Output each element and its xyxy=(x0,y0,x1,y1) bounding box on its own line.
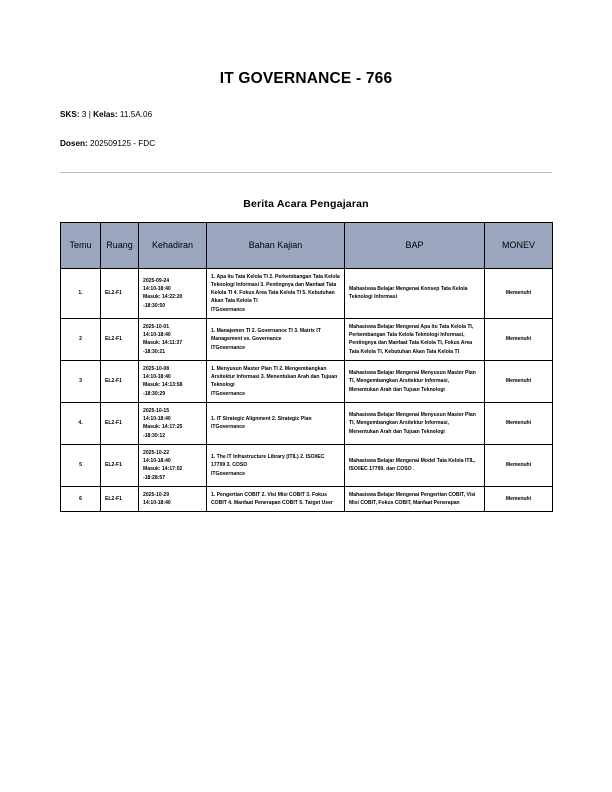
cell-ruang: EL2-F1 xyxy=(101,486,139,512)
table-header-row xyxy=(61,222,553,268)
bahan-kajian-text: 1. Manajemen TI 2. Governance TI 3. Matrix IT Management vs. Governance xyxy=(211,328,321,343)
cell-temu: 4. xyxy=(61,402,101,444)
table-row xyxy=(61,360,553,402)
table-row xyxy=(61,444,553,486)
bahan-kajian-text: 1. Menyusun Master Plan TI 2. Mengembangkan Arsitektur Informasi 3. Menentukan Arah dan Tujuan Teknologi xyxy=(211,365,338,389)
sks-value: 3 xyxy=(81,110,87,119)
kehadiran-keluar: -18:30:50 xyxy=(143,302,166,309)
teaching-log-table xyxy=(60,222,553,513)
sks-label: SKS: xyxy=(60,110,80,119)
cell-bahan-kajian xyxy=(207,268,345,318)
cell-ruang: EL2-F1 xyxy=(101,444,139,486)
cell-bap: Mahasiswa Belajar Mengenai Menyusun Master Plan TI, Mengembangkan Arsitektur Informasi, Menentukan Arah dan Tujuan Teknologi xyxy=(345,360,485,402)
kehadiran-date: 2025-10-08 xyxy=(143,365,170,372)
kehadiran-masuk: Masuk: 14:11:37 xyxy=(143,340,183,347)
section-title: Berita Acara Pengajaran xyxy=(243,197,369,210)
bahan-kajian-subject: ITGovernance xyxy=(211,390,245,397)
kehadiran-time: 14:10-18:40 xyxy=(143,332,171,339)
column-header-monev: MONEV xyxy=(485,222,553,268)
kehadiran-date: 2025-10-15 xyxy=(143,407,170,414)
course-meta-sks-kelas xyxy=(60,110,552,120)
cell-kehadiran xyxy=(139,486,207,512)
cell-bahan-kajian xyxy=(207,486,345,512)
cell-bap: Mahasiswa Belajar Mengenai Konsep Tata Kelola Teknologi Informasi xyxy=(345,268,485,318)
kehadiran-time: 14:10-18:40 xyxy=(143,286,171,293)
column-header-ruang: Ruang xyxy=(101,222,139,268)
kehadiran-date: 2025-10-01 xyxy=(143,323,170,330)
bahan-kajian-text: 1. IT Strategic Alignment 2. Strategic Plan xyxy=(211,416,312,423)
course-meta-dosen xyxy=(60,139,552,149)
cell-kehadiran xyxy=(139,360,207,402)
kehadiran-time: 14:10-18:40 xyxy=(143,416,171,423)
meta-separator: | xyxy=(88,110,91,119)
cell-monev: Memenuhi xyxy=(485,402,553,444)
header-divider xyxy=(60,172,552,173)
kehadiran-masuk: Masuk: 14:17:02 xyxy=(143,466,183,473)
column-header-temu: Temu xyxy=(61,222,101,268)
cell-monev: Memenuhi xyxy=(485,318,553,360)
bahan-kajian-text: 1. Pengertian COBIT 2. Visi Misi COBIT 3. Fokus COBIT 4. Manfaat Penerapan COBIT 5. Target User xyxy=(211,491,333,507)
kelas-label: Kelas: xyxy=(93,110,118,119)
kehadiran-masuk: Masuk: 14:22:20 xyxy=(143,294,183,301)
cell-ruang: EL2-F1 xyxy=(101,268,139,318)
kehadiran-time: 14:10-18:40 xyxy=(143,500,171,507)
cell-bahan-kajian xyxy=(207,318,345,360)
column-header-kehadiran: Kehadiran xyxy=(139,222,207,268)
dosen-label: Dosen: xyxy=(60,138,88,148)
cell-monev: Memenuhi xyxy=(485,268,553,318)
cell-temu: 1. xyxy=(61,268,101,318)
cell-monev: Memenuhi xyxy=(485,360,553,402)
kehadiran-date: 2025-10-22 xyxy=(143,449,170,456)
kehadiran-keluar: -18:30:12 xyxy=(143,432,166,439)
bahan-kajian-text: 1. Apa itu Tata Kelola TI 2. Perkembangan Tata Kelola Teknologi Informasi 3. Pentingnya dan Manfaat Tata Kelola TI 4. Fokus Area Tata Kelola TI 5. Kebutuhan Akan Tata Kelola TI xyxy=(211,273,340,305)
column-header-bahan-kajian: Bahan Kajian xyxy=(207,222,345,268)
cell-kehadiran xyxy=(139,318,207,360)
table-row xyxy=(61,486,553,512)
table-row xyxy=(61,402,553,444)
kehadiran-keluar: -18:30:29 xyxy=(143,390,166,397)
cell-bap: Mahasiswa Belajar Mengenai Menyusun Master Plan TI, Mengembangkan Arsitektur Informasi, Menentukan Arah dan Tujuan Teknologi xyxy=(345,402,485,444)
cell-bahan-kajian xyxy=(207,444,345,486)
cell-monev: Memenuhi xyxy=(485,486,553,512)
column-header-bap: BAP xyxy=(345,222,485,268)
kehadiran-date: 2025-10-29 xyxy=(143,491,170,498)
cell-monev: Memenuhi xyxy=(485,444,553,486)
cell-bahan-kajian xyxy=(207,360,345,402)
kelas-value: 11.5A.06 xyxy=(119,110,153,119)
cell-bap: Mahasiswa Belajar Mengenai Apa itu Tata Kelola TI, Perkembangan Tata Kelola Teknologi Informasi, Pentingnya dan Manfaat Tata Kelola TI, Fokus Area Tata Kelola TI, Kebutuhan Akan Tata Kelola TI xyxy=(345,318,485,360)
cell-temu: 6 xyxy=(61,486,101,512)
page-title: IT GOVERNANCE - 766 xyxy=(219,70,393,87)
cell-temu: 2 xyxy=(61,318,101,360)
dosen-value: 202509125 - FDC xyxy=(90,138,156,148)
cell-bahan-kajian xyxy=(207,402,345,444)
kehadiran-masuk: Masuk: 14:13:58 xyxy=(143,382,183,389)
cell-temu: 5 xyxy=(61,444,101,486)
cell-kehadiran xyxy=(139,268,207,318)
kehadiran-masuk: Masuk: 14:17:25 xyxy=(143,424,183,431)
bahan-kajian-subject: ITGovernance xyxy=(211,344,245,351)
kehadiran-keluar: -18:28:57 xyxy=(143,474,166,481)
table-body xyxy=(61,268,553,512)
cell-kehadiran xyxy=(139,444,207,486)
kehadiran-date: 2025-09-24 xyxy=(143,277,170,284)
cell-bap: Mahasiswa Belajar Mengenai Pengertian COBIT, Visi Misi COBIT, Fokus COBIT, Manfaat Penerapan xyxy=(345,486,485,512)
kehadiran-time: 14:10-18:40 xyxy=(143,458,171,465)
cell-kehadiran xyxy=(139,402,207,444)
cell-ruang: EL2-F1 xyxy=(101,318,139,360)
bahan-kajian-subject: ITGovernance xyxy=(211,424,245,431)
bahan-kajian-subject: ITGovernance xyxy=(211,306,245,313)
kehadiran-time: 14:10-18:40 xyxy=(143,374,171,381)
kehadiran-keluar: -18:30:21 xyxy=(143,348,166,355)
bahan-kajian-subject: ITGovernance xyxy=(211,470,245,477)
cell-ruang: EL2-F1 xyxy=(101,360,139,402)
table-row xyxy=(61,268,553,318)
bahan-kajian-text: 1. The IT Infrastructure Library (ITIL) 2. ISO/IEC 17799 3. COSO xyxy=(211,454,325,469)
cell-bap: Mahasiswa Belajar Mengenai Model Tata Kelola ITIL, ISO/IEC 17799, dan COSO . xyxy=(345,444,485,486)
cell-ruang: EL2-F1 xyxy=(101,402,139,444)
table-row xyxy=(61,318,553,360)
cell-temu: 3 xyxy=(61,360,101,402)
